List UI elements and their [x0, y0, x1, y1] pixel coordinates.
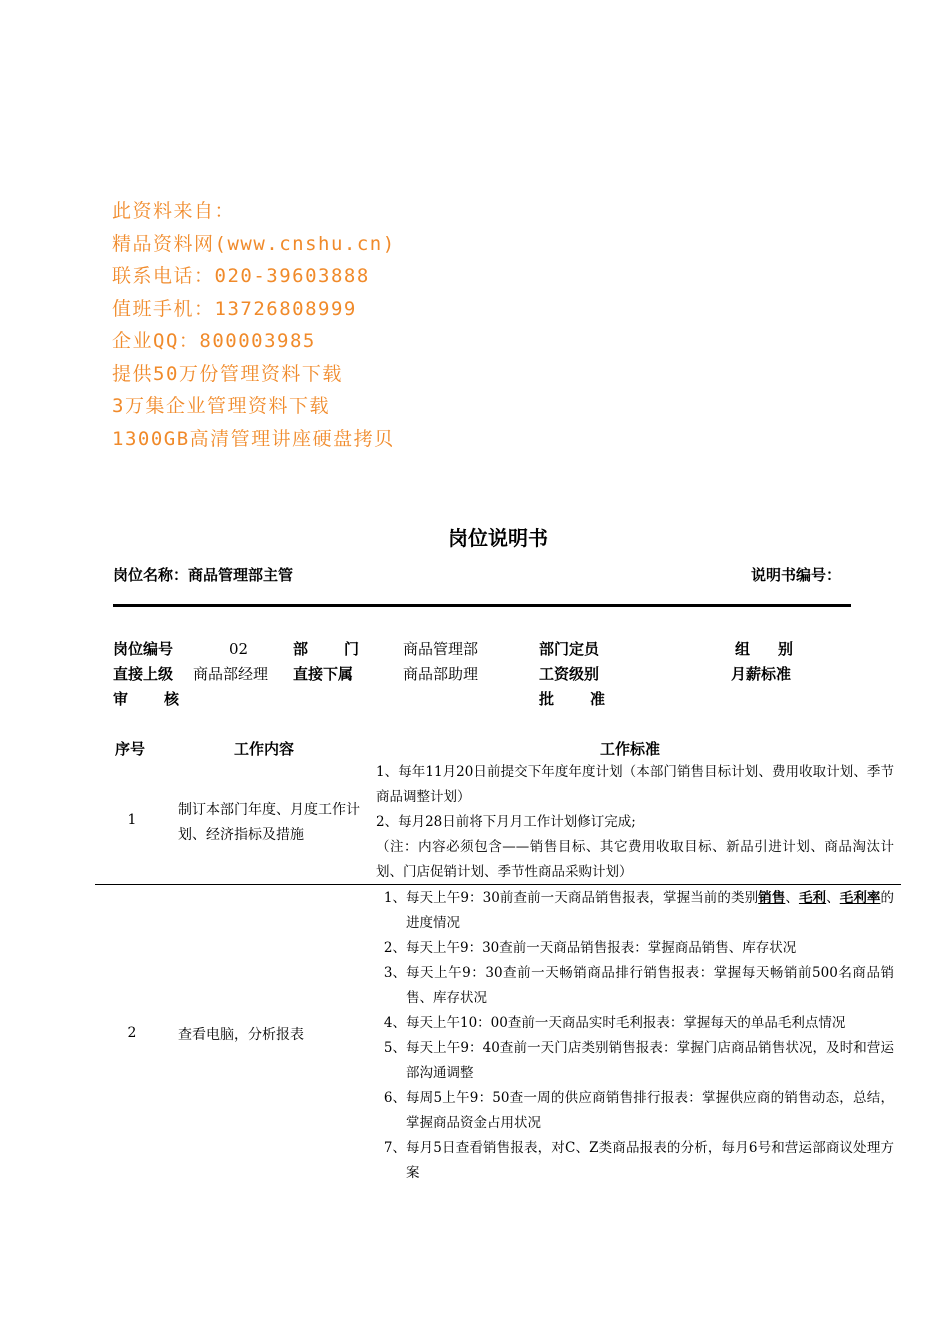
salary-level-label: 工资级别	[539, 665, 600, 683]
subordinate-value: 商品部助理	[403, 665, 479, 683]
col-seq-header: 序号	[115, 740, 146, 758]
position-name: 岗位名称：商品管理部主管	[113, 566, 294, 584]
col-content-header: 工作内容	[234, 740, 295, 758]
superior-label: 直接上级	[113, 665, 174, 683]
standard-item: 2、 每天上午9：30查前一天商品销售报表：掌握商品销售、库存状况	[383, 940, 797, 956]
standard-line: 1、每年11月20日前提交下年度年度计划（本部门销售目标计划、费用收取计划、季节商品调整计划）	[376, 764, 894, 805]
approve-label: 批 准	[539, 690, 605, 708]
row-divider	[95, 884, 901, 885]
row-1-seq: 1	[127, 812, 137, 828]
promo-line: 值班手机：13726808999	[112, 297, 357, 320]
row-1-content: 制订本部门年度、月度工作计划、经济指标及措施	[178, 802, 360, 843]
promo-line: 联系电话：020-39603888	[112, 265, 370, 287]
promo-block	[112, 195, 396, 455]
post-no-value: 02	[229, 640, 249, 658]
standard-item: 4、 每天上午10：00查前一天商品实时毛利报表：掌握每天的单品毛利点情况	[383, 1015, 846, 1031]
promo-line: 1300GB高清管理讲座硬盘拷贝	[112, 427, 395, 450]
header-rule	[113, 604, 851, 607]
row-1-standard	[376, 760, 894, 885]
standard-item: 5、 每天上午9：40查前一天门店类别销售报表：掌握门店商品销售状况，及时和营运部沟通调整	[383, 1040, 894, 1081]
promo-line: 精品资料网(www.cnshu.cn)	[112, 232, 396, 255]
standard-item: 3、 每天上午9：30查前一天畅销商品排行销售报表：掌握每天畅销前500名商品销售、库存状况	[383, 965, 894, 1006]
row-2-seq: 2	[127, 1025, 137, 1041]
row-2-content: 查看电脑，分析报表	[178, 1027, 304, 1043]
monthly-salary-label: 月薪标准	[731, 665, 792, 683]
promo-line: 3万集企业管理资料下载	[112, 395, 330, 417]
document-title: 岗位说明书	[448, 526, 548, 550]
promo-line: 此资料来自：	[112, 200, 236, 222]
review-label: 审 核	[113, 690, 179, 708]
standard-line: 2、每月28日前将下月月工作计划修订完成;	[376, 814, 636, 830]
subordinate-label: 直接下属	[293, 665, 354, 683]
promo-line: 企业QQ：800003985	[112, 330, 316, 352]
dept-quota-label: 部门定员	[539, 640, 600, 658]
doc-number-label: 说明书编号：	[751, 566, 842, 584]
standard-line: （注：内容必须包含——销售目标、其它费用收取目标、新品引进计划、商品淘汰计划、门店促销计划、季节性商品采购计划）	[376, 839, 894, 880]
post-no-label: 岗位编号	[113, 640, 174, 658]
standard-item: 1、 每天上午9：30前查前一天商品销售报表，掌握当前的类别销售、毛利、毛利率的进度情况	[383, 890, 895, 931]
dept-value: 商品管理部	[403, 640, 479, 658]
col-standard-header: 工作标准	[600, 740, 661, 758]
group-label: 组 别	[735, 640, 793, 658]
dept-label: 部 门	[293, 640, 359, 658]
superior-value: 商品部经理	[193, 665, 269, 683]
standard-item: 7、 每月5日查看销售报表，对C、Z类商品报表的分析，每月6号和营运部商议处理方案	[383, 1140, 894, 1181]
row-2-standard	[382, 886, 894, 1186]
standard-item: 6、 每周5上午9：50查一周的供应商销售排行报表：掌握供应商的销售动态，总结，掌握商品资金占用状况	[383, 1090, 894, 1131]
promo-line: 提供50万份管理资料下载	[112, 362, 343, 385]
